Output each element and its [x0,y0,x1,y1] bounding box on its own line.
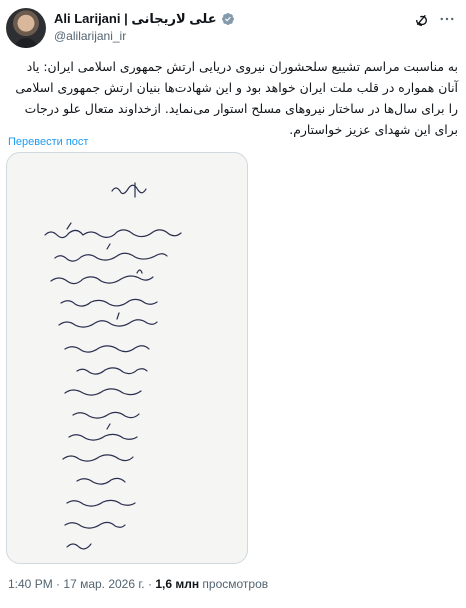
views-count: 1,6 млн [155,577,200,591]
meta-separator: · [147,577,152,591]
tweet-text: به مناسبت مراسم تشییع سلحشوران نیروی دریایی ارتش جمهوری اسلامی ایران: یاد آنان همواره در قلب ملت ایران خواهد بود و این شهادت‌ها بنیان ارتش جمهوری اسلامی را برای سال‌ها در ساختار نیروهای مسلح استوار می‌نماید. ازخداوند متعال علو درجات برای این شهدای عزیز خواستارم. [15,59,458,137]
views-label: просмотров [202,577,269,591]
more-icon[interactable] [438,10,456,28]
tweet-date[interactable]: 17 мар. 2026 г. [63,577,145,591]
author-display-name[interactable]: Ali Larijani | علی لاریجانی [54,11,217,26]
author-name-row [54,11,235,27]
verified-badge-icon [221,12,235,26]
tweet-meta [8,577,268,591]
meta-separator: · [56,577,61,591]
translate-post-link[interactable]: Перевести пост [8,136,89,148]
author-handle[interactable]: @alilarijani_ir [54,29,127,43]
avatar[interactable] [6,8,46,48]
tweet-media-image[interactable] [6,152,248,564]
tweet-header [6,8,462,48]
grok-icon[interactable] [414,12,430,28]
handwritten-letter-icon [7,153,247,563]
tweet-time[interactable]: 1:40 PM [8,577,53,591]
